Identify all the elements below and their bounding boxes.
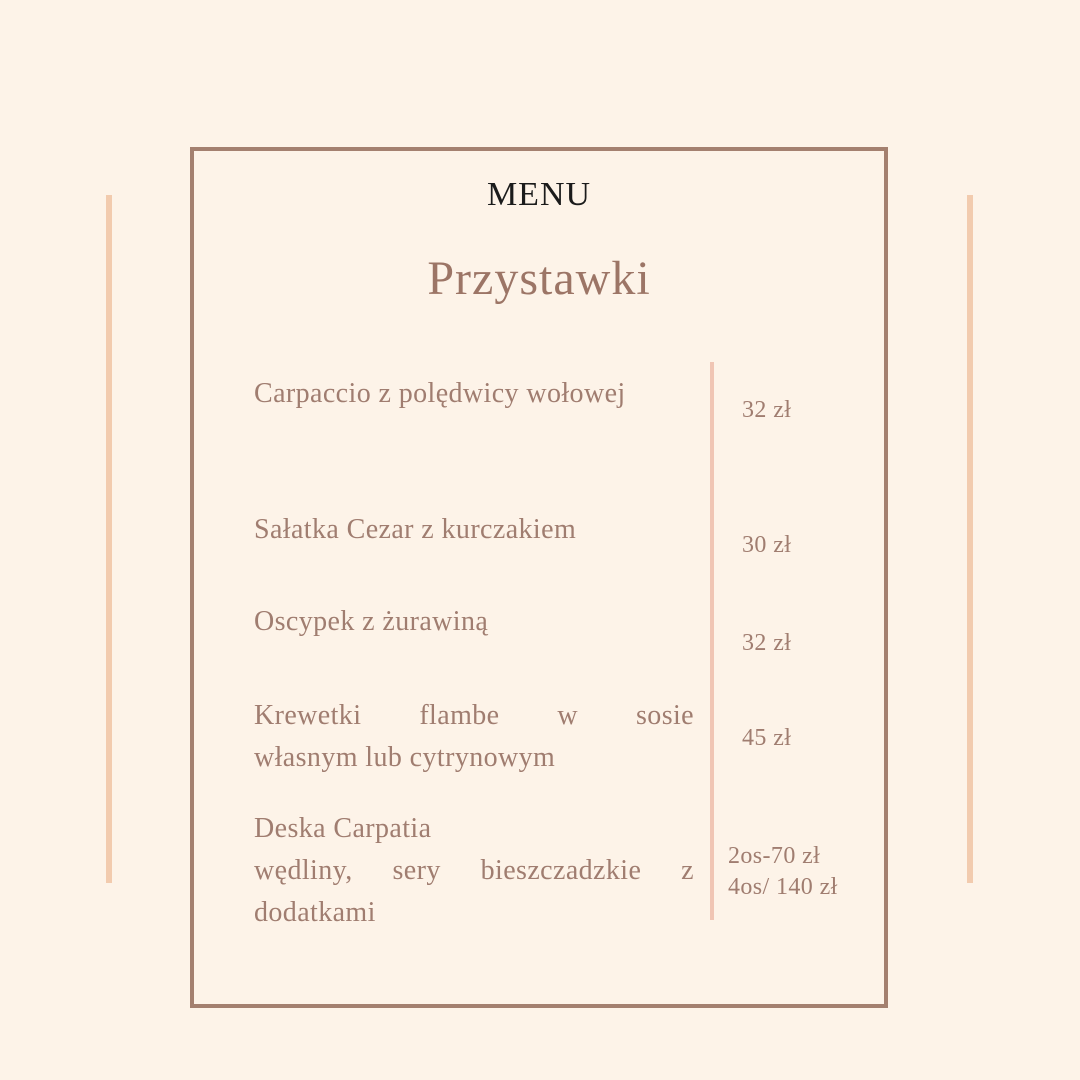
- menu-item-name-line: Krewetki flambe w sosie: [254, 700, 694, 731]
- section-title: Przystawki: [427, 252, 651, 305]
- menu-item-name: [254, 695, 694, 779]
- menu-item-price: [742, 530, 887, 561]
- menu-item-name: [254, 808, 694, 934]
- menu-item-name-line: dodatkami: [254, 897, 376, 928]
- menu-item-name-line: Deska Carpatia: [254, 813, 432, 844]
- menu-item-price: [742, 395, 887, 426]
- menu-item-name-line: własnym lub cytrynowym: [254, 742, 556, 773]
- menu-item-price: [742, 723, 887, 754]
- menu-item-name: [254, 509, 694, 551]
- left-accent-line: [106, 195, 112, 883]
- menu-item-price-line: 45 zł: [742, 725, 792, 751]
- menu-item-price-line: 32 zł: [742, 630, 792, 656]
- menu-item-name-line: wędliny, sery bieszczadzkie z: [254, 855, 694, 886]
- right-accent-line: [967, 195, 973, 883]
- menu-item-price-line: 2os-70 zł: [728, 843, 821, 869]
- menu-item-name-line: Oscypek z żurawiną: [254, 606, 489, 637]
- menu-item-name-line: Carpaccio z polędwicy wołowej: [254, 378, 626, 409]
- menu-title: MENU: [486, 176, 592, 213]
- menu-item-name-line: Sałatka Cezar z kurczakiem: [254, 514, 577, 545]
- menu-item-price: [742, 628, 887, 659]
- menu-item-name: [254, 373, 694, 415]
- menu-card: [190, 147, 888, 1008]
- menu-item-name: [254, 601, 694, 643]
- menu-item-price-line: 4os/ 140 zł: [728, 874, 838, 900]
- menu-item-price-line: 30 zł: [742, 532, 792, 558]
- menu-item-price-line: 32 zł: [742, 397, 792, 423]
- price-divider-line: [710, 362, 714, 920]
- menu-item-price: [728, 841, 873, 903]
